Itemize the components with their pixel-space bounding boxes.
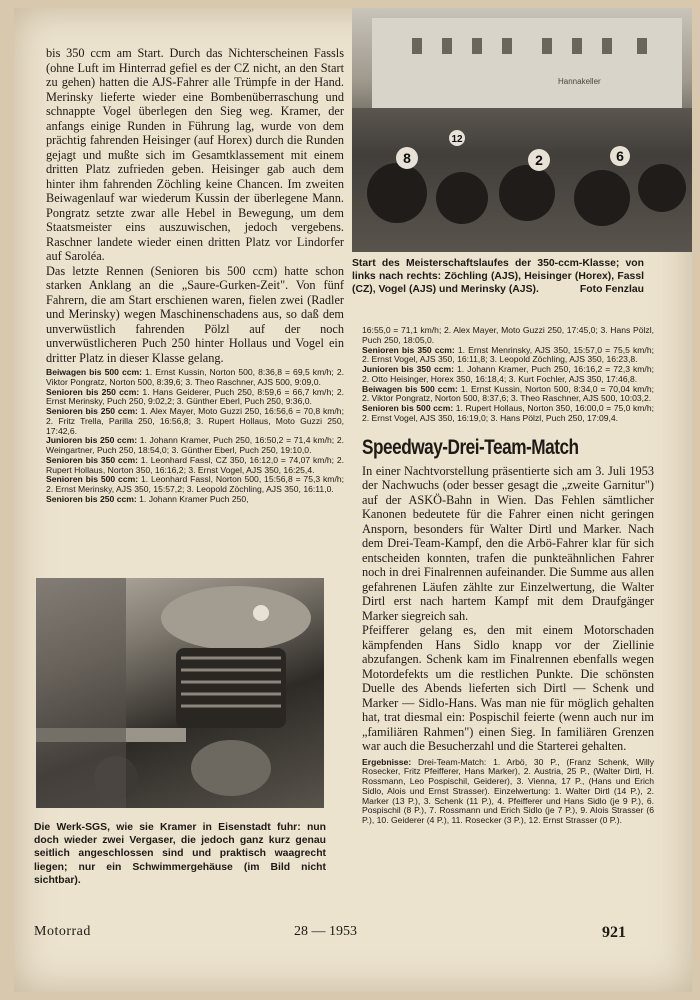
magazine-page bbox=[14, 8, 692, 992]
result-entry: 16:55,0 = 71,1 km/h; 2. Alex Mayer, Moto Guzzi 250, 17:45,0; 3. Hans Pölzl, Puch 250, 18:05,0. bbox=[362, 325, 654, 345]
magazine-name: Motorrad bbox=[34, 924, 91, 939]
result-entry: Senioren bis 350 ccm: 1. Leonhard Fassl, CZ 350, 16:12,0 = 74,07 km/h; 2. Rupert Hollaus, Norton 350, 16:16,2; 3. Ernst Vogel, AJS 350, 16:25,4. bbox=[46, 454, 344, 475]
race-start-photo bbox=[352, 8, 692, 252]
result-entry: Senioren bis 350 ccm: 1. Ernst Menrinsky, AJS 350, 15:57,0 = 75,5 km/h; 2. Ernst Vogel, AJS 350, 16:11,8; 3. Leopold Zöchling, AJS 350, 16:23,8. bbox=[362, 344, 654, 365]
race-start-photo-art bbox=[352, 8, 692, 252]
race-report-text-2: Das letzte Rennen (Senioren bis 500 ccm) hatte schon starken Anklang an die „Saure-Gurken-Zeit". Von fünf Fahrern, die am Start erschienen waren, fielen zwei (Radler und Merinsky) wegen Maschinenschadens aus, so daß dem unverwüstlich fahrenden Pölzl auf der noch unverwüstlicheren Puch 250 hinter Hollaus und Vogel ein dritter Platz in dieser Klasse gelang. bbox=[46, 263, 344, 365]
result-entry: Junioren bis 250 ccm: 1. Johann Kramer, Puch 250, 16:50,2 = 71,4 km/h; 2. Weingartner, Puch 250, 18:54,0; 3. Günther Eberl, Puch 250, 19:10,0. bbox=[46, 435, 344, 455]
article-paragraph-2: Pfeifferer gelang es, den mit einem Motorschaden kämpfenden Hans Sidlo knapp vor der Ziellinie abzufangen. Schenk kam im Finalrennen ebenfalls wegen Motordefekts um die restlichen Punkte. Die schönsten Duelle des Abends lieferten sich Dirtl — Schenk und Marker — Sidlo-Hans. Was man nie für möglich gehalten hat, trat diesmal ein: Pospischil feierte (wenn auch nur im „familiären Rahmen") einen Sieg. In familiären Grenzen war auch die Besucherzahl und die Starterei gehalten. bbox=[362, 623, 654, 753]
result-entry: Senioren bis 250 ccm: 1. Hans Geiderer, Puch 250, 8:59,6 = 66,7 km/h; 2. Ernst Merinsky, Puch 250, 9:02,2; 3. Günther Eberl, Puch 250, 9:36,0. bbox=[46, 386, 344, 407]
engine-photo bbox=[36, 578, 324, 808]
results-list-right bbox=[362, 326, 654, 424]
result-entry: Beiwagen bis 500 ccm: 1. Ernst Kussin, Norton 500, 8:34,0 = 70,04 km/h; 2. Viktor Pongratz, Norton 500, 8:37,6; 3. Theo Raschner, AJS 500, 10:03,2. bbox=[362, 383, 654, 404]
engine-photo-art bbox=[36, 578, 324, 808]
article-results: Ergebnisse: Drei-Team-Match: 1. Arbö, 30 P., (Franz Schenk, Willy Rosecker, Fritz Pfeifferer, Hans Marker), 2. Austria, 25 P., (Walter Dirtl, H. Rossmann, Leo Pospischil, Geiderer), 3. Vienna, 17 P., (Hans und Erich Sidlo, Alois und Ernst Strasser). Einzelwertung: 1. Walter Dirtl (14 P.), 2. Marker (13 P.), 3. Schenk (11 P.), 4. Pfeifferer und Hans Sidlo (je 9 P.), 6. Pospischil (8 P.), 7. Rossmann und Erich Sidlo (je 7 P.), 9. Alois Strasser (6 P.), 10. Geiderer (4 P.), 11. Rosecker (3 P.), 12. Ernst Strasser (0 P.). bbox=[362, 756, 654, 825]
article-headline: Speedway-Drei-Team-Match bbox=[362, 435, 579, 459]
issue-number: 28 — 1953 bbox=[294, 924, 357, 939]
race-photo-caption: Start des Meisterschaftslaufes der 350-ccm-Klasse; von links nach rechts: Zöchling (AJS), Heisinger (Horex), Fassl (CZ), Vogel (AJS) und Merinsky (AJS). Foto Fenzlau bbox=[352, 258, 644, 296]
result-entry: Senioren bis 250 ccm: 1. Johann Kramer Puch 250, bbox=[46, 493, 249, 504]
photo-sign: Hannakeller bbox=[558, 77, 601, 86]
race-number: 8 bbox=[403, 150, 411, 166]
engine-photo-caption: Die Werk-SGS, wie sie Kramer in Eisenstadt fuhr: nun doch wieder zwei Vergaser, die jedoch ganz kurz genau seitlich angeschlossen sind und praktisch waagrecht liegen; nur ein Schwimmergehäuse (im Bild nicht sichtbar). bbox=[34, 822, 326, 886]
page-number: 921 bbox=[602, 924, 626, 941]
race-caption-box bbox=[352, 257, 644, 297]
result-entry: Senioren bis 250 ccm: 1. Alex Mayer, Moto Guzzi 250, 16:56,6 = 70,8 km/h; 2. Fritz Trella, Parilla 250, 16:56,8; 3. Rupert Hollaus, Moto Guzzi 250, 17:42,6. bbox=[46, 406, 344, 436]
engine-caption-box bbox=[34, 821, 326, 887]
race-number: 6 bbox=[616, 148, 624, 164]
result-entry: Senioren bis 500 ccm: 1. Leonhard Fassl, Norton 500, 15:56,8 = 75,3 km/h; 2. Ernst Merinsky, AJS 350, 15:57,2; 3. Leopold Zöchling, AJS 350, 16:11,0. bbox=[46, 474, 344, 494]
article-paragraph-1: In einer Nachtvorstellung präsentierte sich am 3. Juli 1953 der Nachwuchs (oder besser gesagt die „zweite Garnitur") auf der ASKÖ-Bahn in Wien. Das Fehlen sämtlicher Kanonen bedeutete für die Fahrer einen nicht geringen Ansporn, besonders für Walter Dirtl und Marker. Nach dem Drei-Team-Kampf, den die Arbö-Fahrer klar für sich entscheiden konnten, trafen die punkteähnlichen Fahrer noch in drei Finalrennen aufeinander. Die Summe aus allen gefahrenen Läufen zählte zur Einzelwertung, die Walter Dirtl erst nach hartem Kampf mit dem Draufgänger Marker siegreich sah. bbox=[362, 463, 654, 623]
left-column bbox=[46, 46, 344, 505]
race-report-text: bis 350 ccm am Start. Durch das Nichterscheinen Fassls (ohne Luft im Hinterrad gefiel es der CZ nicht, an den Start zu gehen) hatten die AJS-Fahrer alle Trümpfe in der Hand. Merinsky lieferte wieder eine Bombenüberraschung und schnappte Vogel überlegen den Sieg weg. Kramer, der anfangs einige Runden in Führung lag, wurde von dem prächtig fahrenden Heisinger (auf Horex) durch die Runden gejagt und mußte sich im Gesamtklassement mit einem dritten Platz zufrieden geben. Heisinger gab auch dem hinter ihm fahrenden Zöchling keine Chancen. Im zweiten Beiwagenlauf war wiederum Kussin der überlegene Mann. Pongratz setzte zwar alle Hebel in Bewegung, um dem Staatsmeister eins auszuwischen, jedoch vergebens. Raschner landete wieder einen dritten Platz vor Lindorfer auf Saroléa. bbox=[46, 46, 344, 263]
race-number: 2 bbox=[535, 152, 543, 168]
result-entry: Beiwagen bis 500 ccm: 1. Ernst Kussin, Norton 500, 8:36,8 = 69,5 km/h; 2. Viktor Pongratz, Norton 500, 8:39,6; 3. Theo Raschner, AJS 500, 9:09,0. bbox=[46, 367, 344, 387]
results-list-left bbox=[46, 368, 344, 505]
right-column bbox=[362, 326, 654, 826]
photo-credit: Foto Fenzlau bbox=[579, 284, 644, 296]
result-entry: Senioren bis 500 ccm: 1. Rupert Hollaus, Norton 350, 16:00,0 = 75,0 km/h; 2. Ernst Vogel, AJS 350, 16:19,0; 3. Hans Pölzl, Puch 250, 17:09,4. bbox=[362, 403, 654, 423]
race-number: 12 bbox=[451, 134, 463, 145]
result-entry: Junioren bis 350 ccm: 1. Johann Kramer, Puch 250, 16:16,2 = 72,3 km/h; 2. Otto Heisinger, Horex 350, 16:18,4; 3. Kurt Fochler, AJS 350, 17:46,8. bbox=[362, 364, 654, 384]
